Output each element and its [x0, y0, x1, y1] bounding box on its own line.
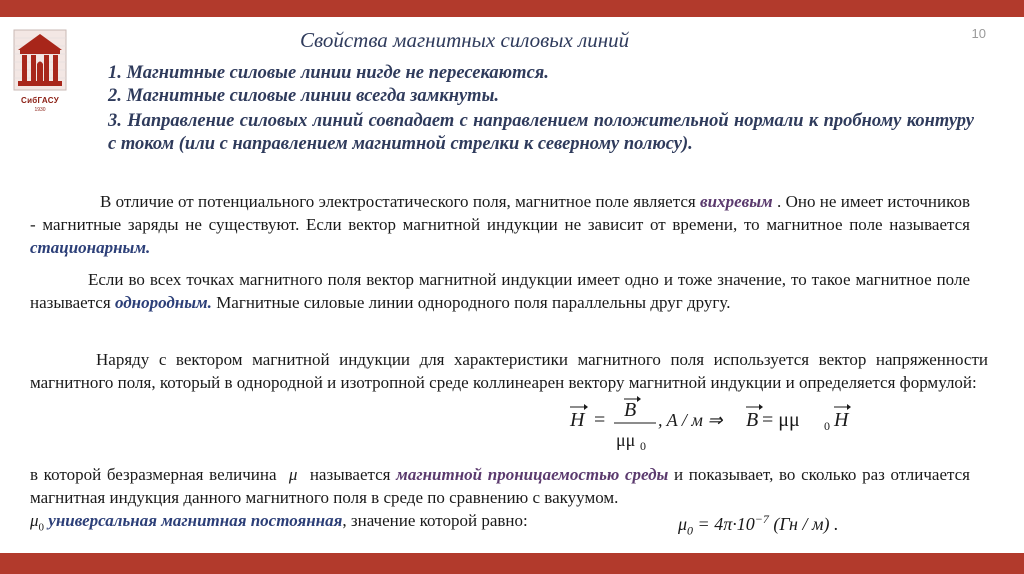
- paragraph-field-strength: Наряду с вектором магнитной индукции для характеристики магнитного поля используется вектор напряженности магнитного поля, который в однородной и изотропной среде коллинеарен вектору магнитной индукции и определяется формулой:: [30, 350, 988, 392]
- svg-text:B: B: [624, 399, 637, 421]
- term-vortex: вихревым: [700, 192, 773, 211]
- term-magnetic-constant: универсальная магнитная постоянная: [48, 511, 343, 530]
- property-item: 2. Магнитные силовые линии всегда замкнуты.: [108, 86, 500, 106]
- top-accent-bar: [0, 0, 1024, 17]
- svg-text:= μμ: = μμ: [762, 409, 800, 431]
- paragraph-uniform-field: Если во всех точках магнитного поля вектор магнитной индукции имеет одно и тоже значение, то такое магнитное поле называется однородным. Магнитные силовые линии однородного поля параллельны друг другу.: [30, 270, 970, 312]
- mu0-symbol: μ: [30, 511, 39, 530]
- term-permeability: магнитной проницаемостью среды: [396, 465, 669, 484]
- building-emblem-icon: [10, 24, 70, 96]
- logo-year: 1930: [34, 107, 46, 113]
- paragraph-vortex-field: В отличие от потенциального электростатического поля, магнитное поле является вихревым . Оно не имеет источников - магнитные заряды не существуют. Если вектор магнитной индукции не зависит от времени, то магнитное поле называется стационарным.: [30, 192, 970, 257]
- logo-name: СибГАСУ: [21, 96, 59, 105]
- svg-text:0: 0: [640, 439, 646, 452]
- field-strength-formula: [566, 396, 856, 452]
- svg-text:H: H: [834, 409, 849, 431]
- svg-text:0: 0: [824, 419, 830, 433]
- slide-title: Свойства магнитных силовых линий: [300, 28, 630, 52]
- term-uniform: однородным.: [114, 293, 212, 312]
- svg-text:, A / м ⇒: , A / м ⇒: [658, 410, 723, 430]
- mu-symbol: μ: [288, 465, 298, 484]
- university-logo: [10, 24, 70, 116]
- svg-text:B: B: [746, 409, 759, 431]
- term-stationary: стационарным.: [30, 238, 151, 257]
- svg-text:H: H: [570, 409, 585, 431]
- properties-list: [108, 62, 974, 156]
- property-item: 3. Направление силовых линий совпадает с направлением положительной нормали к пробному контуру с током (или с направлением магнитной стрелки к северному полюсу).: [108, 111, 974, 154]
- paragraph-permeability: в которой безразмерная величина μ называется магнитной проницаемостью среды и показывает, во сколько раз отличается магнитная индукция данного магнитного поля в среде по сравнению с вакуумом. $\mu_0$ универсальная магнитная постоянная, значение которой равно:: [30, 465, 971, 534]
- svg-text:=: =: [594, 409, 606, 431]
- magnetic-constant-formula: $\mu_0 = 4\pi\cdot 10^{-7}$ (Гн / м) .: [678, 512, 839, 538]
- svg-text:μμ: μμ: [616, 430, 636, 450]
- page-number: 10: [971, 26, 986, 41]
- property-item: 1. Магнитные силовые линии нигде не пересекаются.: [108, 63, 549, 83]
- bottom-accent-bar: [0, 553, 1024, 574]
